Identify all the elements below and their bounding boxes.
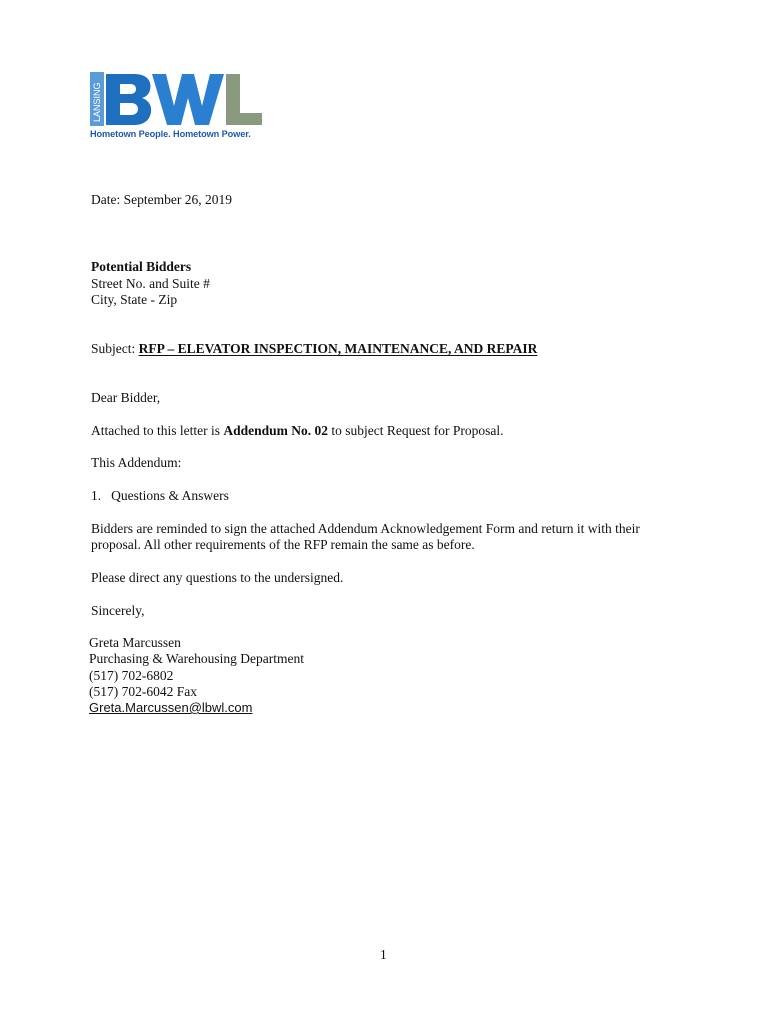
- bwl-logo: [90, 72, 262, 138]
- logo-tagline: Hometown People. Hometown Power.: [90, 129, 251, 139]
- signature-phone: (517) 702-6802: [89, 668, 174, 683]
- subject-label: Subject:: [91, 341, 139, 356]
- recipient-city: City, State - Zip: [91, 292, 178, 307]
- addendum-number: Addendum No. 02: [223, 423, 328, 438]
- list-item-text: Questions & Answers: [111, 488, 229, 503]
- attached-post: to subject Request for Proposal.: [328, 423, 504, 438]
- addendum-intro: This Addendum:: [91, 455, 182, 470]
- signature-fax: (517) 702-6042 Fax: [89, 684, 197, 699]
- signature-email-link[interactable]: Greta.Marcussen@lbwl.com: [89, 700, 253, 715]
- reminder-line-1: Bidders are reminded to sign the attached Addendum Acknowledgement Form and return it with their: [91, 521, 640, 536]
- direct-questions: Please direct any questions to the undersigned.: [91, 570, 344, 585]
- list-item: [91, 487, 229, 504]
- attached-sentence: [91, 422, 503, 439]
- closing: Sincerely,: [91, 603, 145, 618]
- signature-email-row: [89, 699, 252, 716]
- reminder-line-2: proposal. All other requirements of the RFP remain the same as before.: [91, 537, 475, 552]
- recipient-street: Street No. and Suite #: [91, 276, 210, 291]
- signature-department: Purchasing & Warehousing Department: [89, 651, 304, 666]
- subject-line: [91, 340, 537, 357]
- attached-pre: Attached to this letter is: [91, 423, 224, 438]
- letter-date: Date: September 26, 2019: [91, 192, 232, 207]
- recipient-name: Potential Bidders: [91, 259, 192, 274]
- salutation: Dear Bidder,: [91, 390, 161, 405]
- logo-side-text: LANSING: [92, 82, 102, 122]
- page-number: 1: [380, 947, 387, 962]
- list-item-number: 1.: [91, 488, 102, 503]
- bwl-logo-mark: [90, 72, 262, 126]
- subject-text: RFP – ELEVATOR INSPECTION, MAINTENANCE, AND REPAIR: [138, 341, 538, 356]
- signature-name: Greta Marcussen: [89, 635, 181, 650]
